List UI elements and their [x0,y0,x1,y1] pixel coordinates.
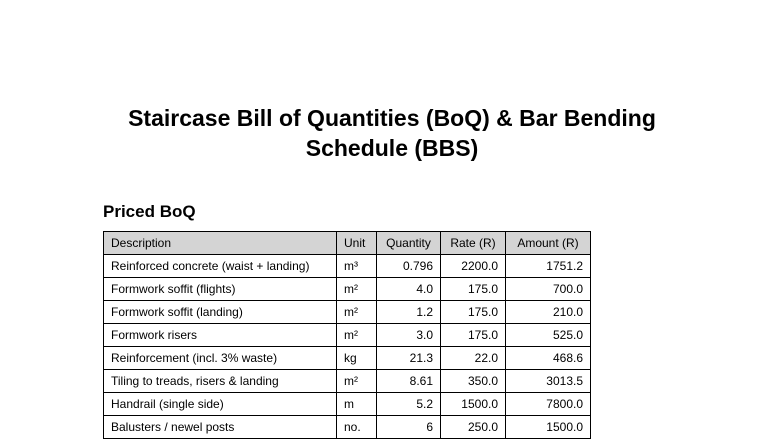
table-header-row [104,232,591,255]
cell-amount: 468.6 [506,347,591,370]
document-title [0,103,784,163]
table-row [104,255,591,278]
priced-boq-table [103,231,591,439]
cell-quantity: 3.0 [377,324,441,347]
cell-amount: 700.0 [506,278,591,301]
cell-quantity: 5.2 [377,393,441,416]
document-title-line-2: Schedule (BBS) [305,135,479,161]
cell-description: Formwork soffit (landing) [104,301,337,324]
table-row [104,347,591,370]
cell-quantity: 8.61 [377,370,441,393]
table-row [104,393,591,416]
cell-rate: 2200.0 [441,255,506,278]
cell-quantity: 1.2 [377,301,441,324]
cell-unit: m² [337,370,377,393]
cell-rate: 175.0 [441,324,506,347]
table-row [104,324,591,347]
cell-unit: m [337,393,377,416]
table-row [104,416,591,439]
cell-amount: 525.0 [506,324,591,347]
cell-description: Tiling to treads, risers & landing [104,370,337,393]
table-row [104,301,591,324]
cell-description: Reinforcement (incl. 3% waste) [104,347,337,370]
cell-amount: 1751.2 [506,255,591,278]
cell-amount: 7800.0 [506,393,591,416]
column-header-description: Description [104,232,337,255]
cell-description: Handrail (single side) [104,393,337,416]
cell-unit: no. [337,416,377,439]
cell-description: Balusters / newel posts [104,416,337,439]
cell-description: Formwork risers [104,324,337,347]
table-row [104,370,591,393]
cell-unit: kg [337,347,377,370]
cell-rate: 175.0 [441,278,506,301]
cell-rate: 22.0 [441,347,506,370]
column-header-quantity: Quantity [377,232,441,255]
cell-amount: 210.0 [506,301,591,324]
table-row [104,278,591,301]
document-title-line-1: Staircase Bill of Quantities (BoQ) & Bar Bending [128,105,656,131]
cell-quantity: 4.0 [377,278,441,301]
cell-unit: m³ [337,255,377,278]
cell-rate: 1500.0 [441,393,506,416]
cell-unit: m² [337,301,377,324]
cell-amount: 1500.0 [506,416,591,439]
cell-quantity: 0.796 [377,255,441,278]
cell-description: Reinforced concrete (waist + landing) [104,255,337,278]
cell-amount: 3013.5 [506,370,591,393]
cell-rate: 350.0 [441,370,506,393]
cell-rate: 250.0 [441,416,506,439]
column-header-unit: Unit [337,232,377,255]
priced-boq-heading: Priced BoQ [103,202,196,221]
cell-unit: m² [337,278,377,301]
cell-description: Formwork soffit (flights) [104,278,337,301]
column-header-rate: Rate (R) [441,232,506,255]
cell-rate: 175.0 [441,301,506,324]
cell-quantity: 21.3 [377,347,441,370]
cell-unit: m² [337,324,377,347]
column-header-amount: Amount (R) [506,232,591,255]
cell-quantity: 6 [377,416,441,439]
